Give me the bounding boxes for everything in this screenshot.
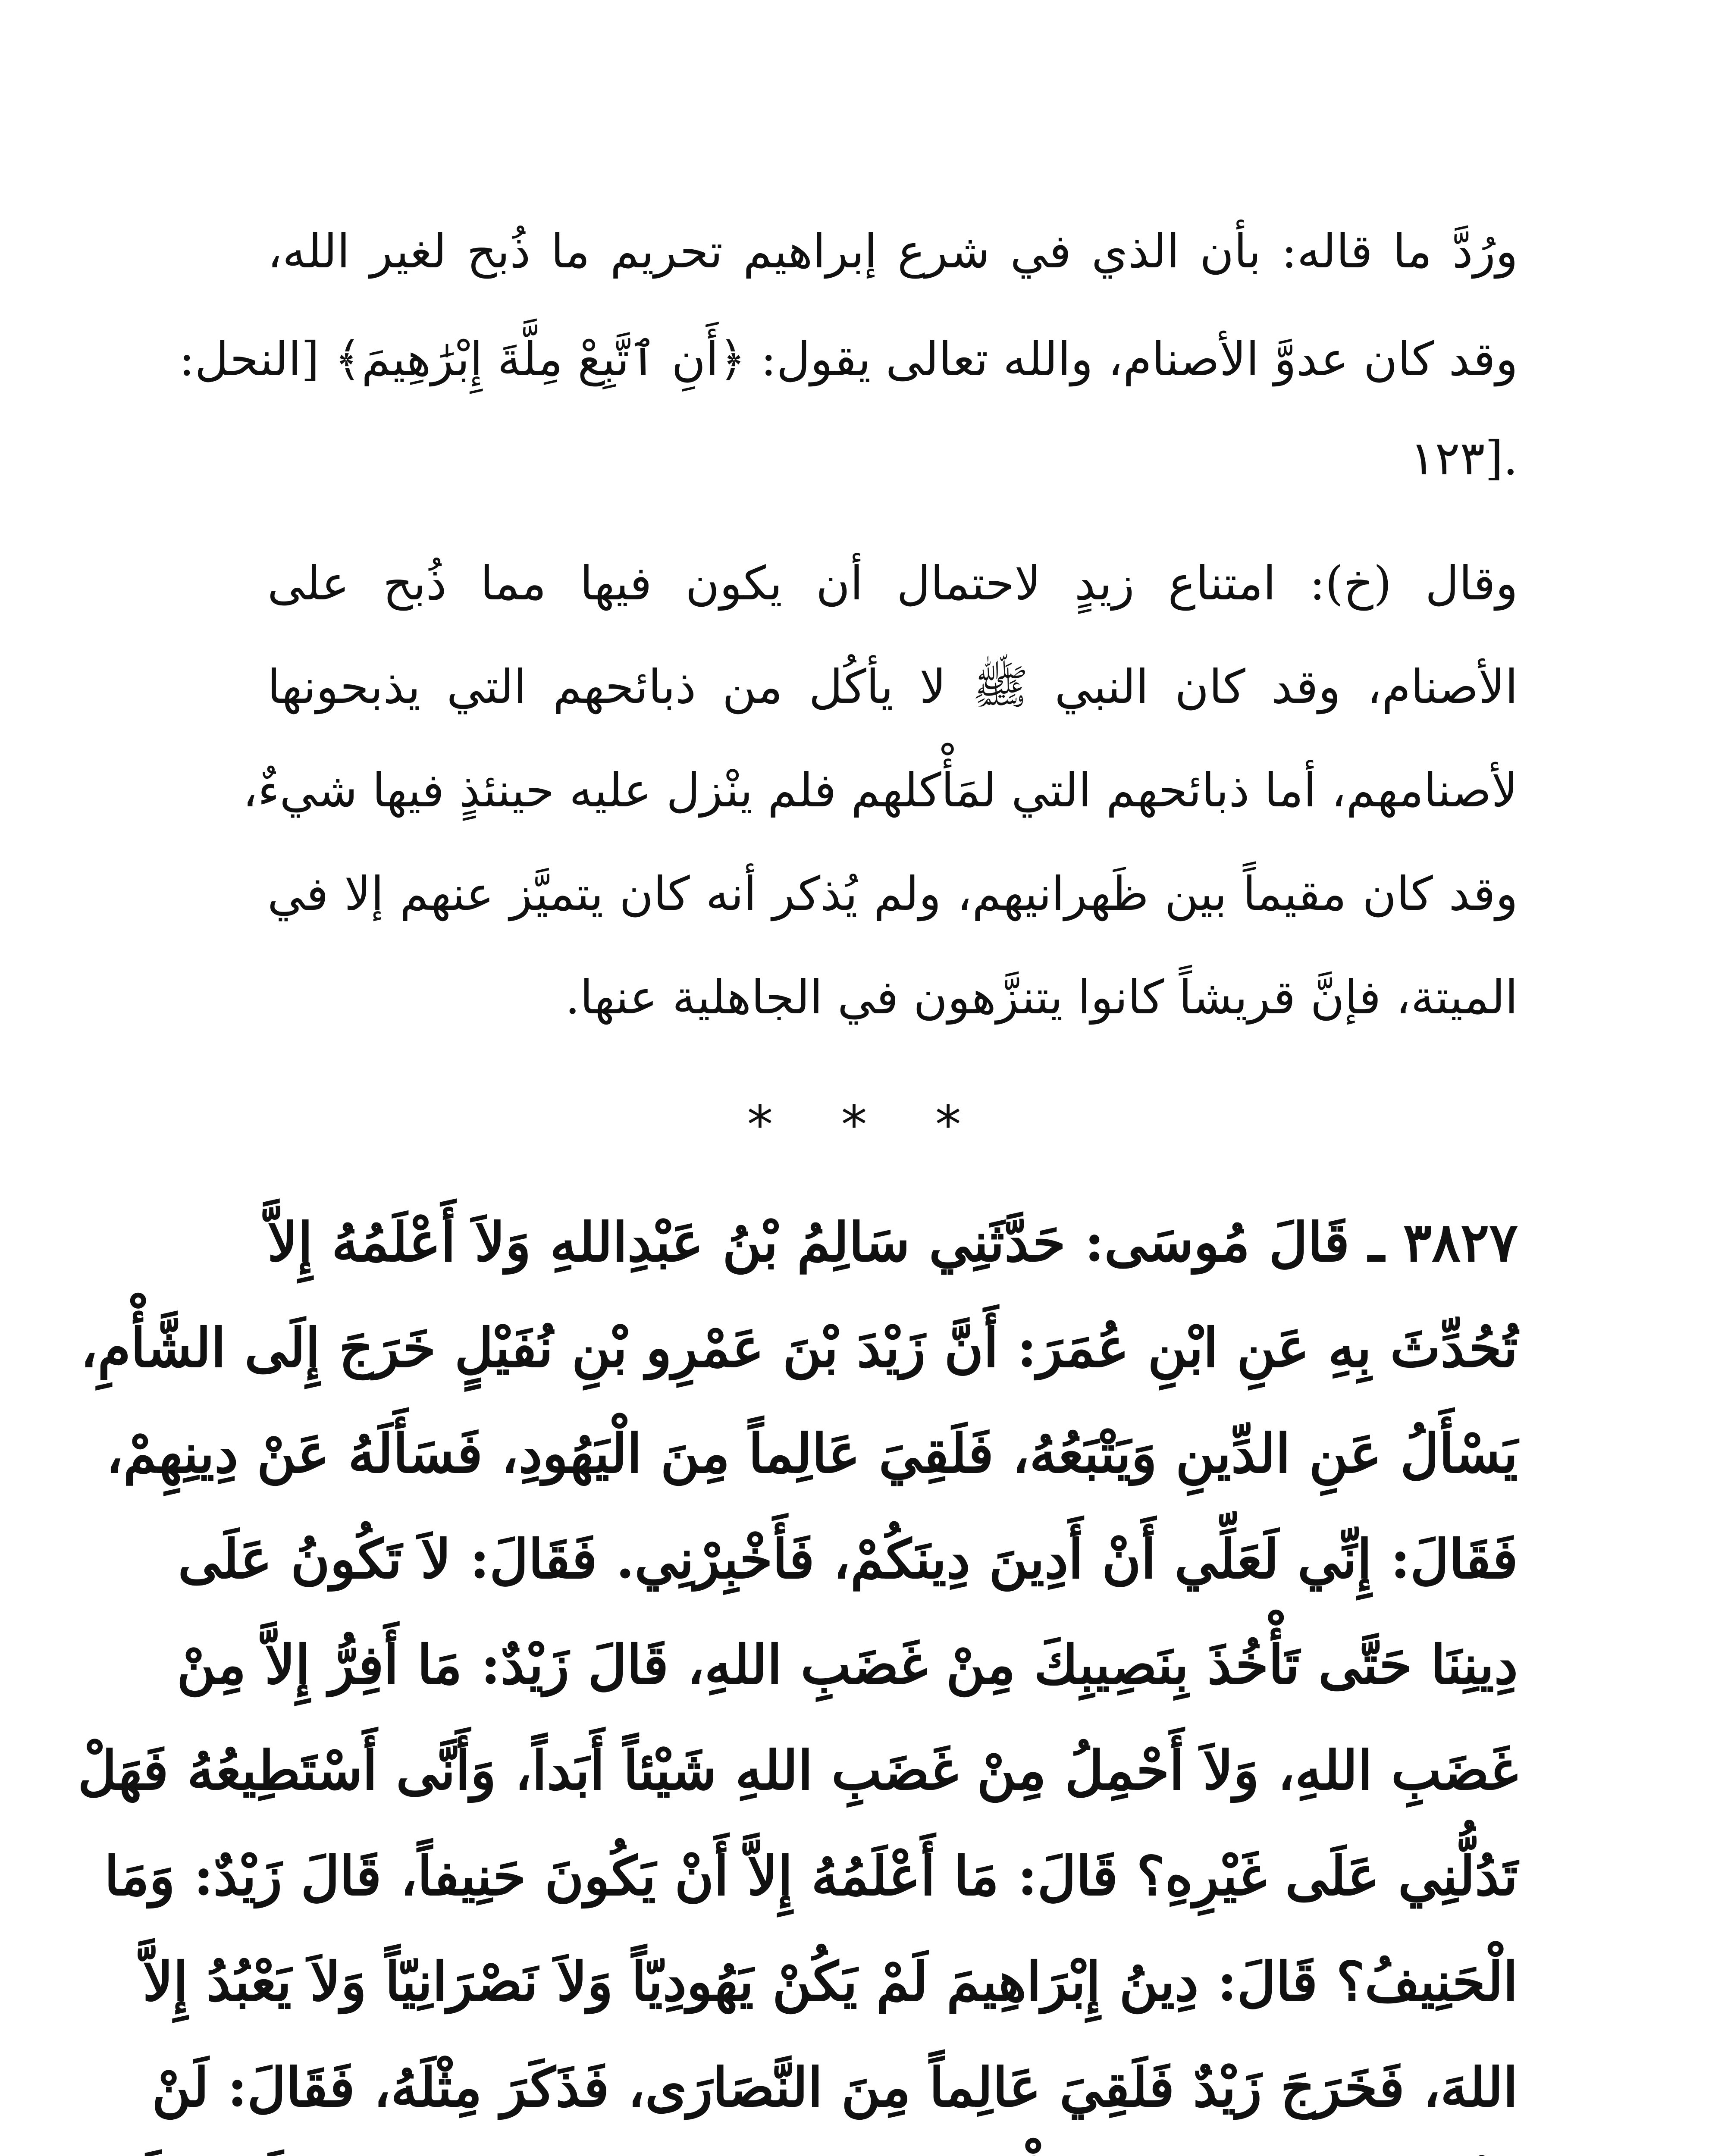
commentary-line: وقد كان عدوَّ الأصنام، والله تعالى يقول: ﴿أَنِ ٱتَّبِعْ مِلَّةَ إِبْرَٰهِيمَ﴾ [النحل:: [179, 332, 1518, 386]
commentary-line: لأصنامهم، أما ذبائحهم التي لمَأْكلهم فلم ينْزل عليه حينئذٍ فيها شيءٌ،: [242, 764, 1518, 818]
commentary-line: الميتة، فإنَّ قريشاً كانوا يتنزَّهون في الجاهلية عنها.: [565, 971, 1518, 1025]
hadith-line: دِينِنَا حَتَّى تَأْخُذَ بِنَصِيبِكَ مِنْ غَضَبِ اللهِ، قَالَ زَيْدٌ: مَا أَفِرُّ إِلاَّ مِنْ: [176, 1634, 1518, 1696]
hadith-line: اللهَ، فَخَرَجَ زَيْدٌ فَلَقِيَ عَالِماً مِنَ النَّصَارَى، فَذَكَرَ مِثْلَهُ، فَقَالَ: لَنْ: [152, 2056, 1518, 2119]
commentary-line: ١٢٣].: [1410, 432, 1518, 486]
hadith-line: تَدُلُّنِي عَلَى غَيْرِهِ؟ قَالَ: مَا أَعْلَمُهُ إِلاَّ أَنْ يَكُونَ حَنِيفاً، قَالَ زَيْدٌ: وَمَا: [104, 1845, 1518, 1908]
hadith-line: تُحُدِّثَ بِهِ عَنِ ابْنِ عُمَرَ: أَنَّ زَيْدَ بْنَ عَمْرِو بْنِ نُفَيْلٍ خَرَجَ إِلَى الشَّأْمِ،: [80, 1317, 1518, 1379]
hadith-line: غَضَبِ اللهِ، وَلاَ أَحْمِلُ مِنْ غَضَبِ اللهِ شَيْئاً أَبَداً، وَأَنَّى أَسْتَطِيعُهُ فَهَلْ: [78, 1739, 1518, 1802]
commentary-line: ورُدَّ ما قاله: بأن الذي في شرع إبراهيم تحريم ما ذُبح لغير الله،: [267, 225, 1518, 279]
hadith-line: يَسْأَلُ عَنِ الدِّينِ وَيَتْبَعُهُ، فَلَقِيَ عَالِماً مِنَ الْيَهُودِ، فَسَأَلَهُ عَنْ دِينِهِمْ،: [106, 1423, 1518, 1485]
section-separator: * * *: [747, 1095, 987, 1155]
commentary-line: وقال (خ): امتناع زيدٍ لاحتمال أن يكون فيها مما ذُبح على: [267, 557, 1518, 611]
commentary-line: وقد كان مقيماً بين ظَهرانيهم، ولم يُذكر أنه كان يتميَّز عنهم إلا في: [267, 867, 1518, 921]
hadith-line: فَقَالَ: إِنِّي لَعَلِّي أَنْ أَدِينَ دِينَكُمْ، فَأَخْبِرْنِي. فَقَالَ: لاَ تَكُونُ عَلَى: [178, 1528, 1518, 1591]
commentary-line: الأصنام، وقد كان النبي ﷺ لا يأكُل من ذبائحهم التي يذبحونها: [267, 660, 1518, 714]
hadith-line: الْحَنِيفُ؟ قَالَ: دِينُ إِبْرَاهِيمَ لَمْ يَكُنْ يَهُودِيّاً وَلاَ نَصْرَانِيّاً وَلاَ يَعْبُدُ إِلاَّ: [142, 1951, 1518, 2013]
hadith-line: ٣٨٢٧ ـ قَالَ مُوسَى: حَدَّثَنِي سَالِمُ بْنُ عَبْدِاللهِ وَلاَ أَعْلَمُهُ إِلاَّ: [267, 1211, 1518, 1274]
